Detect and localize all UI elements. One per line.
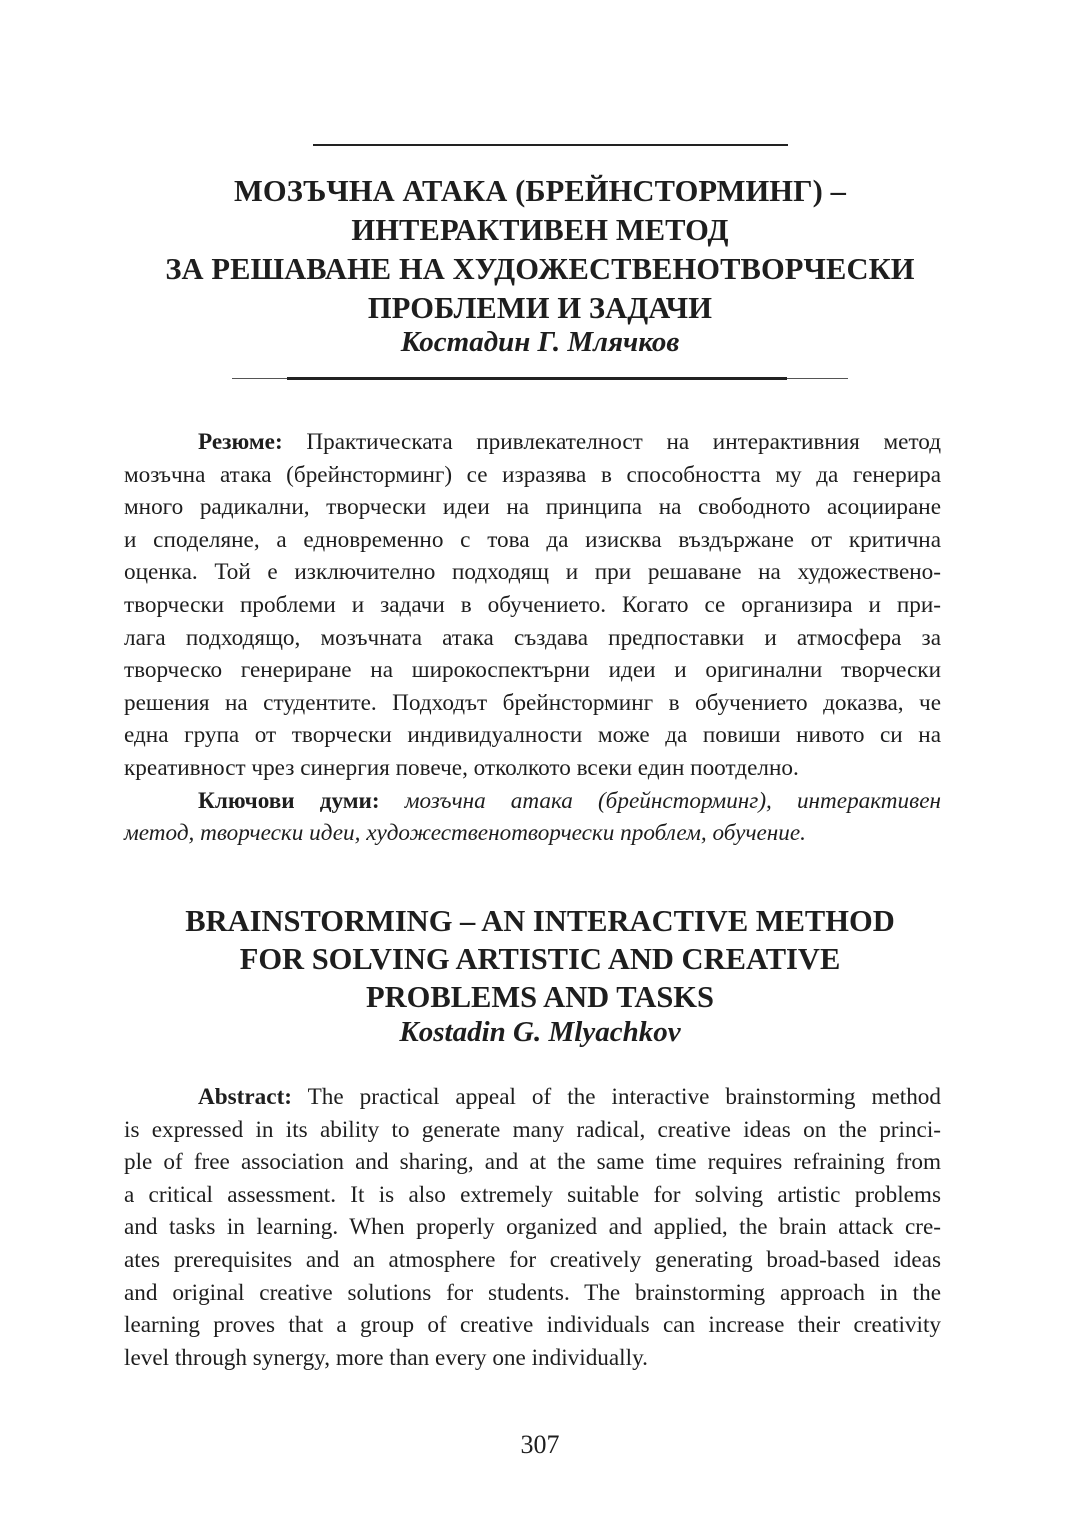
title-english-line: PROBLEMS AND TASKS: [365, 980, 714, 1014]
abstract-line: ple of free association and sharing, and at the same time requires refraining from: [124, 1149, 941, 1176]
title-english-line: FOR SOLVING ARTISTIC AND CREATIVE: [239, 942, 841, 976]
top-rule: [313, 144, 788, 146]
abstract-line: learning proves that a group of creative individuals can increase their creativity: [124, 1312, 941, 1339]
title-english: [0, 902, 1080, 1016]
abstract-line: много радикални, творчески идеи на принципа на свободното асоцииране: [124, 494, 941, 521]
abstract-line: творчески проблеми и задачи в обучението. Когато се организира и при-: [124, 591, 941, 618]
abstract-line: and tasks in learning. When properly organized and applied, the brain attack cre-: [124, 1214, 941, 1241]
title-english-line: BRAINSTORMING – AN INTERACTIVE METHOD: [185, 904, 895, 938]
keywords-line: [124, 785, 941, 818]
page-number: 307: [520, 1430, 560, 1459]
keywords-label: Ключови думи:: [198, 787, 380, 814]
abstract-line: и споделяне, а едновременно с това да изисква въздържане от критична: [124, 526, 941, 553]
abstract-label: Резюме:: [198, 429, 283, 455]
abstract-line: лага подходящо, мозъчната атака създава предпоставки и атмосфера за: [124, 624, 941, 651]
abstract-bulgarian: [124, 426, 941, 850]
abstract-text: The practical appeal of the interactive brainstorming method: [307, 1084, 941, 1110]
keywords-line: метод, творчески идеи, художественотворчески проблем, обучение.: [124, 820, 806, 847]
abstract-line: and original creative solutions for students. The brainstorming approach in the: [124, 1279, 941, 1306]
keywords-text: мозъчна атака (брейнсторминг), интерактивен: [404, 787, 942, 814]
abstract-line: мозъчна атака (брейнсторминг) се изразява в способността му да генерира: [124, 461, 941, 488]
author-bulgarian: Костадин Г. Млячков: [400, 326, 680, 358]
abstract-label: Abstract:: [198, 1084, 293, 1110]
abstract-line: една група от творчески индивидуалности може да повиши нивото си на: [124, 722, 941, 749]
abstract-text: Практическата привлекателност на интерактивния метод: [306, 429, 942, 455]
title-bulgarian-line: ЗА РЕШАВАНЕ НА ХУДОЖЕСТВЕНОТВОРЧЕСКИ: [165, 252, 915, 286]
abstract-line: креативност чрез синергия повече, отколкото всеки един поотделно.: [124, 754, 799, 781]
title-bulgarian: [0, 172, 1080, 328]
title-bulgarian-line: ИНТЕРАКТИВЕН МЕТОД: [351, 213, 729, 247]
title-bulgarian-line: МОЗЪЧНА АТАКА (БРЕЙНСТОРМИНГ) –: [234, 174, 846, 208]
divider-thick-line: [287, 377, 787, 380]
author-english: Kostadin G. Mlyachkov: [399, 1016, 681, 1048]
abstract-line: a critical assessment. It is also extremely suitable for solving artistic problems: [124, 1181, 941, 1208]
abstract-english: [124, 1081, 941, 1374]
abstract-line: ates prerequisites and an atmosphere for creatively generating broad-based ideas: [124, 1246, 941, 1273]
abstract-line: оценка. Той е изключително подходящ и при решаване на художествено-: [124, 559, 941, 586]
abstract-line: [124, 426, 941, 459]
title-bulgarian-line: ПРОБЛЕМИ И ЗАДАЧИ: [367, 291, 713, 325]
abstract-line: level through synergy, more than every one individually.: [124, 1344, 648, 1371]
abstract-line: is expressed in its ability to generate many radical, creative ideas on the princi-: [124, 1116, 941, 1143]
abstract-line: решения на студентите. Подходът брейнсторминг в обучението доказва, че: [124, 689, 941, 716]
abstract-line: творческо генериране на широкоспектърни идеи и оригинални творчески: [124, 657, 941, 684]
abstract-line: [124, 1081, 941, 1114]
